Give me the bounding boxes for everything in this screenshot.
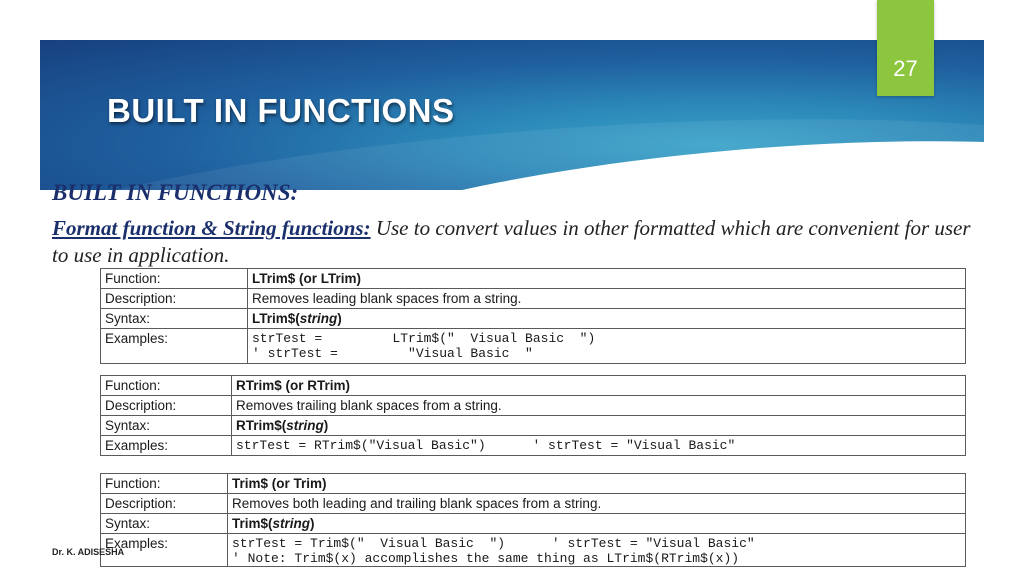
table-row	[101, 534, 966, 567]
description-label: Description:	[101, 396, 232, 416]
description-value: Removes both leading and trailing blank spaces from a string.	[228, 494, 966, 514]
table-row	[101, 376, 966, 396]
function-label: Function:	[101, 269, 248, 289]
syntax-label: Syntax:	[101, 309, 248, 329]
rtrim-table	[100, 375, 966, 456]
syntax-func: LTrim$(	[252, 311, 300, 326]
syntax-func: RTrim$(	[236, 418, 287, 433]
examples-label: Examples:	[101, 436, 232, 456]
subheading: Format function & String functions:	[52, 216, 371, 240]
syntax-close: )	[323, 418, 329, 433]
syntax-func: Trim$(	[232, 516, 273, 531]
syntax-label: Syntax:	[101, 514, 228, 534]
function-value: LTrim$ (or LTrim)	[248, 269, 966, 289]
example-line: ' strTest = "Visual Basic "	[252, 346, 533, 361]
function-value: Trim$ (or Trim)	[228, 474, 966, 494]
table-row	[101, 289, 966, 309]
table-row	[101, 329, 966, 364]
function-value: RTrim$ (or RTrim)	[232, 376, 966, 396]
description-text: Use to convert values in other formatted which are convenient for user to use in application.	[52, 216, 971, 267]
page-number-badge	[877, 0, 934, 96]
syntax-label: Syntax:	[101, 416, 232, 436]
table-row	[101, 494, 966, 514]
examples-label: Examples:	[101, 534, 228, 567]
description-value: Removes trailing blank spaces from a string.	[232, 396, 966, 416]
examples-value	[248, 329, 966, 364]
syntax-value	[228, 514, 966, 534]
examples-value	[232, 436, 966, 456]
trim-table	[100, 473, 966, 567]
description-label: Description:	[101, 289, 248, 309]
function-label: Function:	[101, 474, 228, 494]
example-line: ' Note: Trim$(x) accomplishes the same thing as LTrim$(RTrim$(x))	[232, 551, 740, 566]
ltrim-table	[100, 268, 966, 364]
table-row	[101, 514, 966, 534]
footer-author: Dr. K. ADISESHA	[52, 547, 125, 557]
function-label: Function:	[101, 376, 232, 396]
syntax-arg: string	[299, 311, 338, 326]
syntax-arg: string	[272, 516, 311, 531]
table-row	[101, 309, 966, 329]
table-row	[101, 396, 966, 416]
content-heading: BUILT IN FUNCTIONS:	[52, 180, 299, 205]
syntax-close: )	[310, 516, 315, 531]
syntax-close: )	[337, 311, 342, 326]
table-row	[101, 436, 966, 456]
examples-label: Examples:	[101, 329, 248, 364]
example-line: strTest = Trim$(" Visual Basic ") ' strTest = "Visual Basic"	[232, 536, 755, 551]
syntax-arg: string	[286, 418, 324, 433]
example-line: strTest = RTrim$("Visual Basic") ' strTest = "Visual Basic"	[236, 438, 736, 453]
page-number: 27	[893, 56, 918, 81]
table-row	[101, 474, 966, 494]
description-value: Removes leading blank spaces from a string.	[248, 289, 966, 309]
table-row	[101, 269, 966, 289]
syntax-value	[232, 416, 966, 436]
slide-title: BUILT IN FUNCTIONS	[107, 92, 455, 129]
table-row	[101, 416, 966, 436]
example-line: strTest = LTrim$(" Visual Basic ")	[252, 331, 596, 346]
title-banner	[40, 40, 984, 190]
syntax-value	[248, 309, 966, 329]
description-label: Description:	[101, 494, 228, 514]
intro-paragraph	[52, 215, 982, 269]
examples-value	[228, 534, 966, 567]
